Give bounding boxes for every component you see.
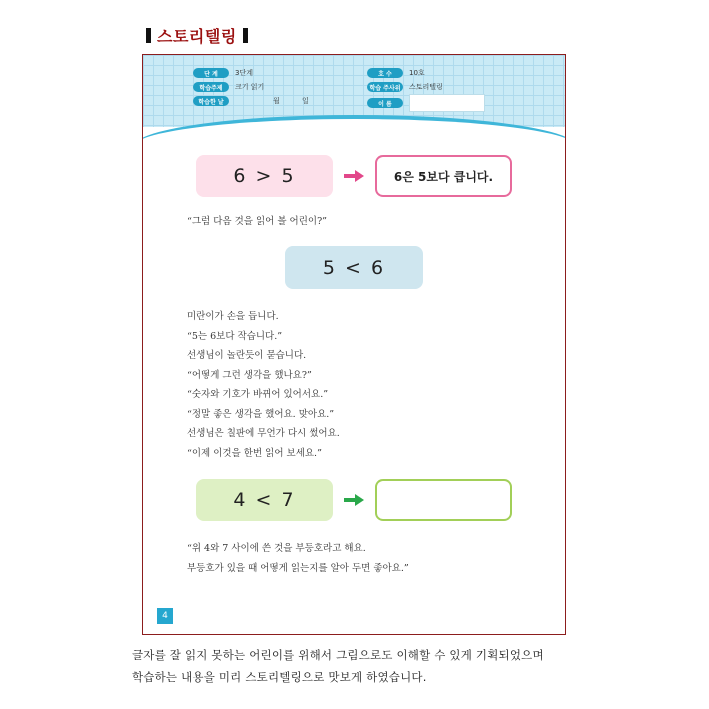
caption-line: 글자를 잘 읽지 못하는 어린이를 위해서 그림으로도 이해할 수 있게 기획되었으며 — [132, 648, 544, 662]
info-row-level — [193, 67, 253, 79]
prompt-text — [187, 212, 327, 232]
story-line: “정말 좋은 생각을 했어요. 맞아요.” — [187, 408, 335, 420]
second-expression-box — [285, 246, 423, 289]
example-expression: 6 > 5 — [233, 165, 296, 187]
info-label: 학습한 날 — [193, 96, 229, 106]
heading-right-bar — [243, 28, 248, 43]
info-row-date — [193, 95, 309, 107]
info-value: 스토리텔링 — [409, 83, 443, 91]
story-line: 미란이가 손을 듭니다. — [187, 311, 279, 322]
info-label: 이 름 — [367, 98, 403, 108]
example-expression-box — [196, 155, 333, 197]
story-line: “이제 이것을 한번 읽어 보세요.” — [187, 447, 322, 459]
story-line: 선생님이 놀란듯이 묻습니다. — [187, 350, 307, 361]
second-expression: 5 < 6 — [322, 256, 386, 279]
info-label: 학습 주사위 — [367, 82, 403, 92]
prompt-line: “그럼 다음 것을 읽어 볼 어린이?” — [187, 216, 328, 227]
caption — [132, 644, 672, 688]
info-value: 크기 읽기 — [235, 83, 265, 91]
info-value: 10호 — [409, 69, 425, 77]
story-line: “어떻게 그런 생각을 했나요?” — [187, 369, 312, 381]
info-row-dice — [367, 81, 443, 93]
story-line: “5는 6보다 작습니다.” — [187, 330, 283, 342]
caption-line: 학습하는 내용을 미리 스토리텔링으로 맛보게 하였습니다. — [132, 670, 427, 684]
closing-line: 부등호가 있을 때 어떻게 읽는지를 알아 두면 좋아요.” — [187, 562, 409, 574]
name-field[interactable] — [409, 94, 485, 112]
section-heading — [146, 24, 248, 46]
info-label: 학습주제 — [193, 82, 229, 92]
exercise-expression-box — [196, 479, 333, 521]
closing-text — [187, 539, 409, 578]
worksheet-page — [142, 54, 566, 635]
info-value: 월 일 — [273, 97, 309, 105]
info-label: 단 계 — [193, 68, 229, 78]
page-number: 4 — [157, 608, 173, 624]
info-row-issue — [367, 67, 425, 79]
green-arrow-icon — [344, 494, 364, 506]
exercise-expression: 4 < 7 — [233, 489, 296, 511]
info-row-name — [367, 97, 485, 109]
story-line: 선생님은 칠판에 무언가 다시 썼어요. — [187, 428, 340, 439]
story-line: “숫자와 기호가 바뀌어 있어서요.” — [187, 389, 329, 400]
story-text — [187, 307, 340, 463]
exercise-answer-box[interactable] — [375, 479, 512, 521]
info-row-topic — [193, 81, 264, 93]
closing-line: “위 4와 7 사이에 쓴 것을 부등호라고 해요. — [187, 543, 366, 554]
heading-left-bar — [146, 28, 151, 43]
info-label: 호 수 — [367, 68, 403, 78]
heading-text: 스토리텔링 — [157, 26, 237, 46]
info-value: 3단계 — [235, 69, 253, 77]
example-answer: 6은 5보다 큽니다. — [393, 169, 494, 184]
pink-arrow-icon — [344, 170, 364, 182]
example-answer-box — [375, 155, 512, 197]
